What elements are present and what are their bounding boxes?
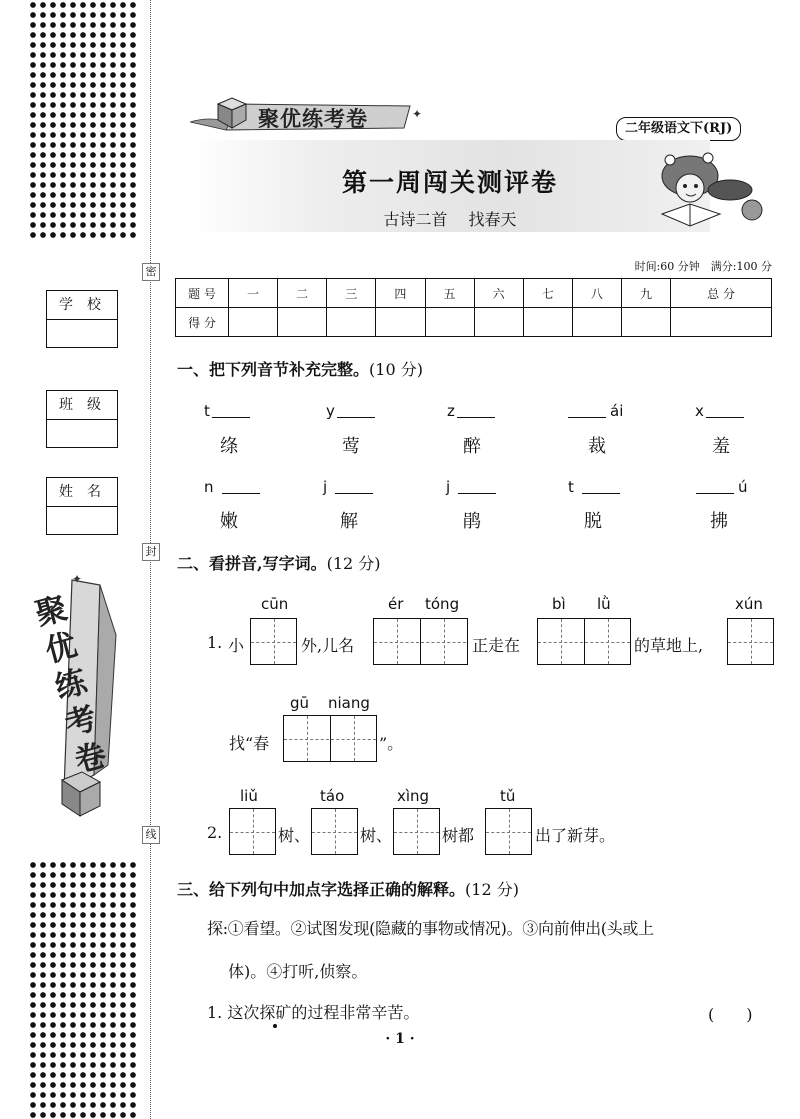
hanzi: 解 [340,511,358,532]
question-3-1: 1. 这次探矿的过程非常辛苦。 [207,1003,420,1022]
pinyin-blank[interactable] [696,478,748,496]
writing-box[interactable] [727,618,774,665]
pinyin-label: xìng [397,787,430,805]
class-field[interactable] [46,390,118,448]
q1-number: 1. [207,633,223,652]
seal-char-feng: 封 [142,543,160,561]
hanzi: 醉 [463,436,481,457]
class-label: 班级 [47,391,117,420]
score-header-row [176,279,772,308]
time-info: 时间:60 分钟 满分:100 分 [634,260,772,273]
hanzi: 莺 [342,436,360,457]
school-label: 学校 [47,291,117,320]
writing-box[interactable] [250,618,297,665]
pinyin-blank[interactable] [204,402,250,420]
pinyin-initial: n [204,478,214,496]
section-2-title [177,551,381,574]
hanzi: 拂 [710,511,728,532]
score-cell[interactable] [327,308,376,337]
pinyin-label: ér [388,595,404,613]
pinyin-label: táo [320,787,345,805]
q2-text: 出了新芽。 [535,826,616,845]
definition-line-2: 体)。④打听,侦察。 [228,962,368,981]
score-table [175,278,772,337]
pinyin-blank[interactable] [323,478,373,496]
pinyin-label: gū [290,694,310,712]
score-cell[interactable] [425,308,474,337]
pinyin-blank[interactable] [695,402,744,420]
school-blank[interactable] [47,320,117,347]
score-label-cell: 得 分 [176,308,229,337]
section-3-title [177,877,519,900]
score-header-cell: 六 [474,279,523,308]
hanzi: 鹃 [463,511,481,532]
score-header-cell: 七 [523,279,572,308]
score-header-cell: 四 [376,279,425,308]
score-header-cell: 二 [278,279,327,308]
q1-text: 的草地上, [634,636,704,655]
score-cell[interactable] [376,308,425,337]
q2-text: 树、 [278,826,311,845]
hanzi: 羞 [712,436,730,457]
name-blank[interactable] [47,507,117,534]
score-header-cell: 九 [622,279,671,308]
section-1-points: (10 分) [369,360,423,379]
pinyin-blank[interactable] [568,478,620,496]
answer-paren[interactable]: ( ) [708,1005,753,1024]
pinyin-initial: j [323,478,328,496]
score-cell[interactable] [229,308,278,337]
pinyin-blank[interactable] [326,402,375,420]
seal-char-xian: 线 [142,826,160,844]
writing-box[interactable] [373,618,468,665]
score-cell[interactable] [278,308,327,337]
score-cell[interactable] [572,308,621,337]
pinyin-blank[interactable] [568,402,623,420]
name-field[interactable] [46,477,118,535]
writing-box[interactable] [283,715,377,762]
pinyin-initial: j [446,478,451,496]
q1-text: 正走在 [472,636,521,655]
q1-text: 外,儿名 [301,636,355,655]
writing-box[interactable] [537,618,631,665]
score-header-cell: 三 [327,279,376,308]
section-3-text: 三、给下列句中加点字选择正确的解释。 [177,880,466,899]
q1-text: ”。 [379,734,404,753]
score-header-cell: 一 [229,279,278,308]
score-value-row [176,308,772,337]
pinyin-final: ú [738,478,748,496]
section-3-points: (12 分) [465,880,519,899]
emphasis-dot [273,1024,277,1028]
hanzi: 脱 [584,511,602,532]
grade-label: 二年级语文下(RJ) [616,117,741,141]
hanzi: 绦 [220,436,238,457]
pinyin-label: tóng [425,595,460,613]
school-field[interactable] [46,290,118,348]
pinyin-blank[interactable] [204,478,260,496]
reading-girl-illustration [650,150,768,232]
page-number: · 1 · [385,1031,415,1047]
pinyin-initial: t [204,402,210,420]
class-blank[interactable] [47,420,117,447]
subtitle-lesson-2: 找春天 [468,210,517,229]
pinyin-initial: x [695,402,704,420]
section-2-text: 二、看拼音,写字词。 [177,554,327,573]
sparkle-icon: ✦ [412,107,423,121]
pinyin-label: niang [328,694,370,712]
q2-number: 2. [207,823,223,842]
q2-text: 树都 [442,826,475,845]
section-1-text: 一、把下列音节补充完整。 [177,360,370,379]
writing-box[interactable] [485,808,532,855]
pinyin-label: liǔ [240,787,258,805]
pinyin-blank[interactable] [447,402,495,420]
score-cell[interactable] [622,308,671,337]
page-title: 第一周闯关测评卷 [341,168,558,197]
score-header-cell: 八 [572,279,621,308]
hanzi: 裁 [588,436,606,457]
writing-box[interactable] [393,808,440,855]
pinyin-label: xún [735,595,763,613]
pinyin-initial: z [447,402,455,420]
writing-box[interactable] [311,808,358,855]
subtitle-lesson-1: 古诗二首 [383,210,448,229]
pinyin-label: bì [552,595,566,613]
seal-char-mi: 密 [142,263,160,281]
pinyin-initial: y [326,402,335,420]
score-header-cell: 总 分 [671,279,772,308]
q2-text: 树、 [360,826,393,845]
pinyin-blank[interactable] [446,478,496,496]
definition-line-1: 探:①看望。②试图发现(隐藏的事物或情况)。③向前伸出(头或上 [207,919,654,938]
pinyin-label: lǜ [597,595,611,613]
score-cell[interactable] [523,308,572,337]
q1-text: 小 [228,636,245,655]
name-label: 姓名 [47,478,117,507]
pinyin-label: tǔ [500,787,516,805]
top-dot-pattern [28,0,140,238]
pinyin-final: ái [610,402,624,420]
score-header-cell: 五 [425,279,474,308]
pinyin-initial: t [568,478,574,496]
svg-text:✦: ✦ [72,575,83,586]
writing-box[interactable] [229,808,276,855]
pinyin-label: cūn [261,595,289,613]
brand-title: 聚优练考卷 [258,107,368,131]
score-header-cell: 题 号 [176,279,229,308]
section-2-points: (12 分) [326,554,381,573]
bottom-dot-pattern [28,860,140,1119]
vertical-brand-text: 聚 优 练 考 卷 [31,590,111,780]
score-cell[interactable] [671,308,772,337]
hanzi: 嫩 [220,511,238,532]
section-1-title [177,357,423,380]
q1-text: 找“春 [229,734,270,753]
score-cell[interactable] [474,308,523,337]
subtitle [190,207,710,230]
